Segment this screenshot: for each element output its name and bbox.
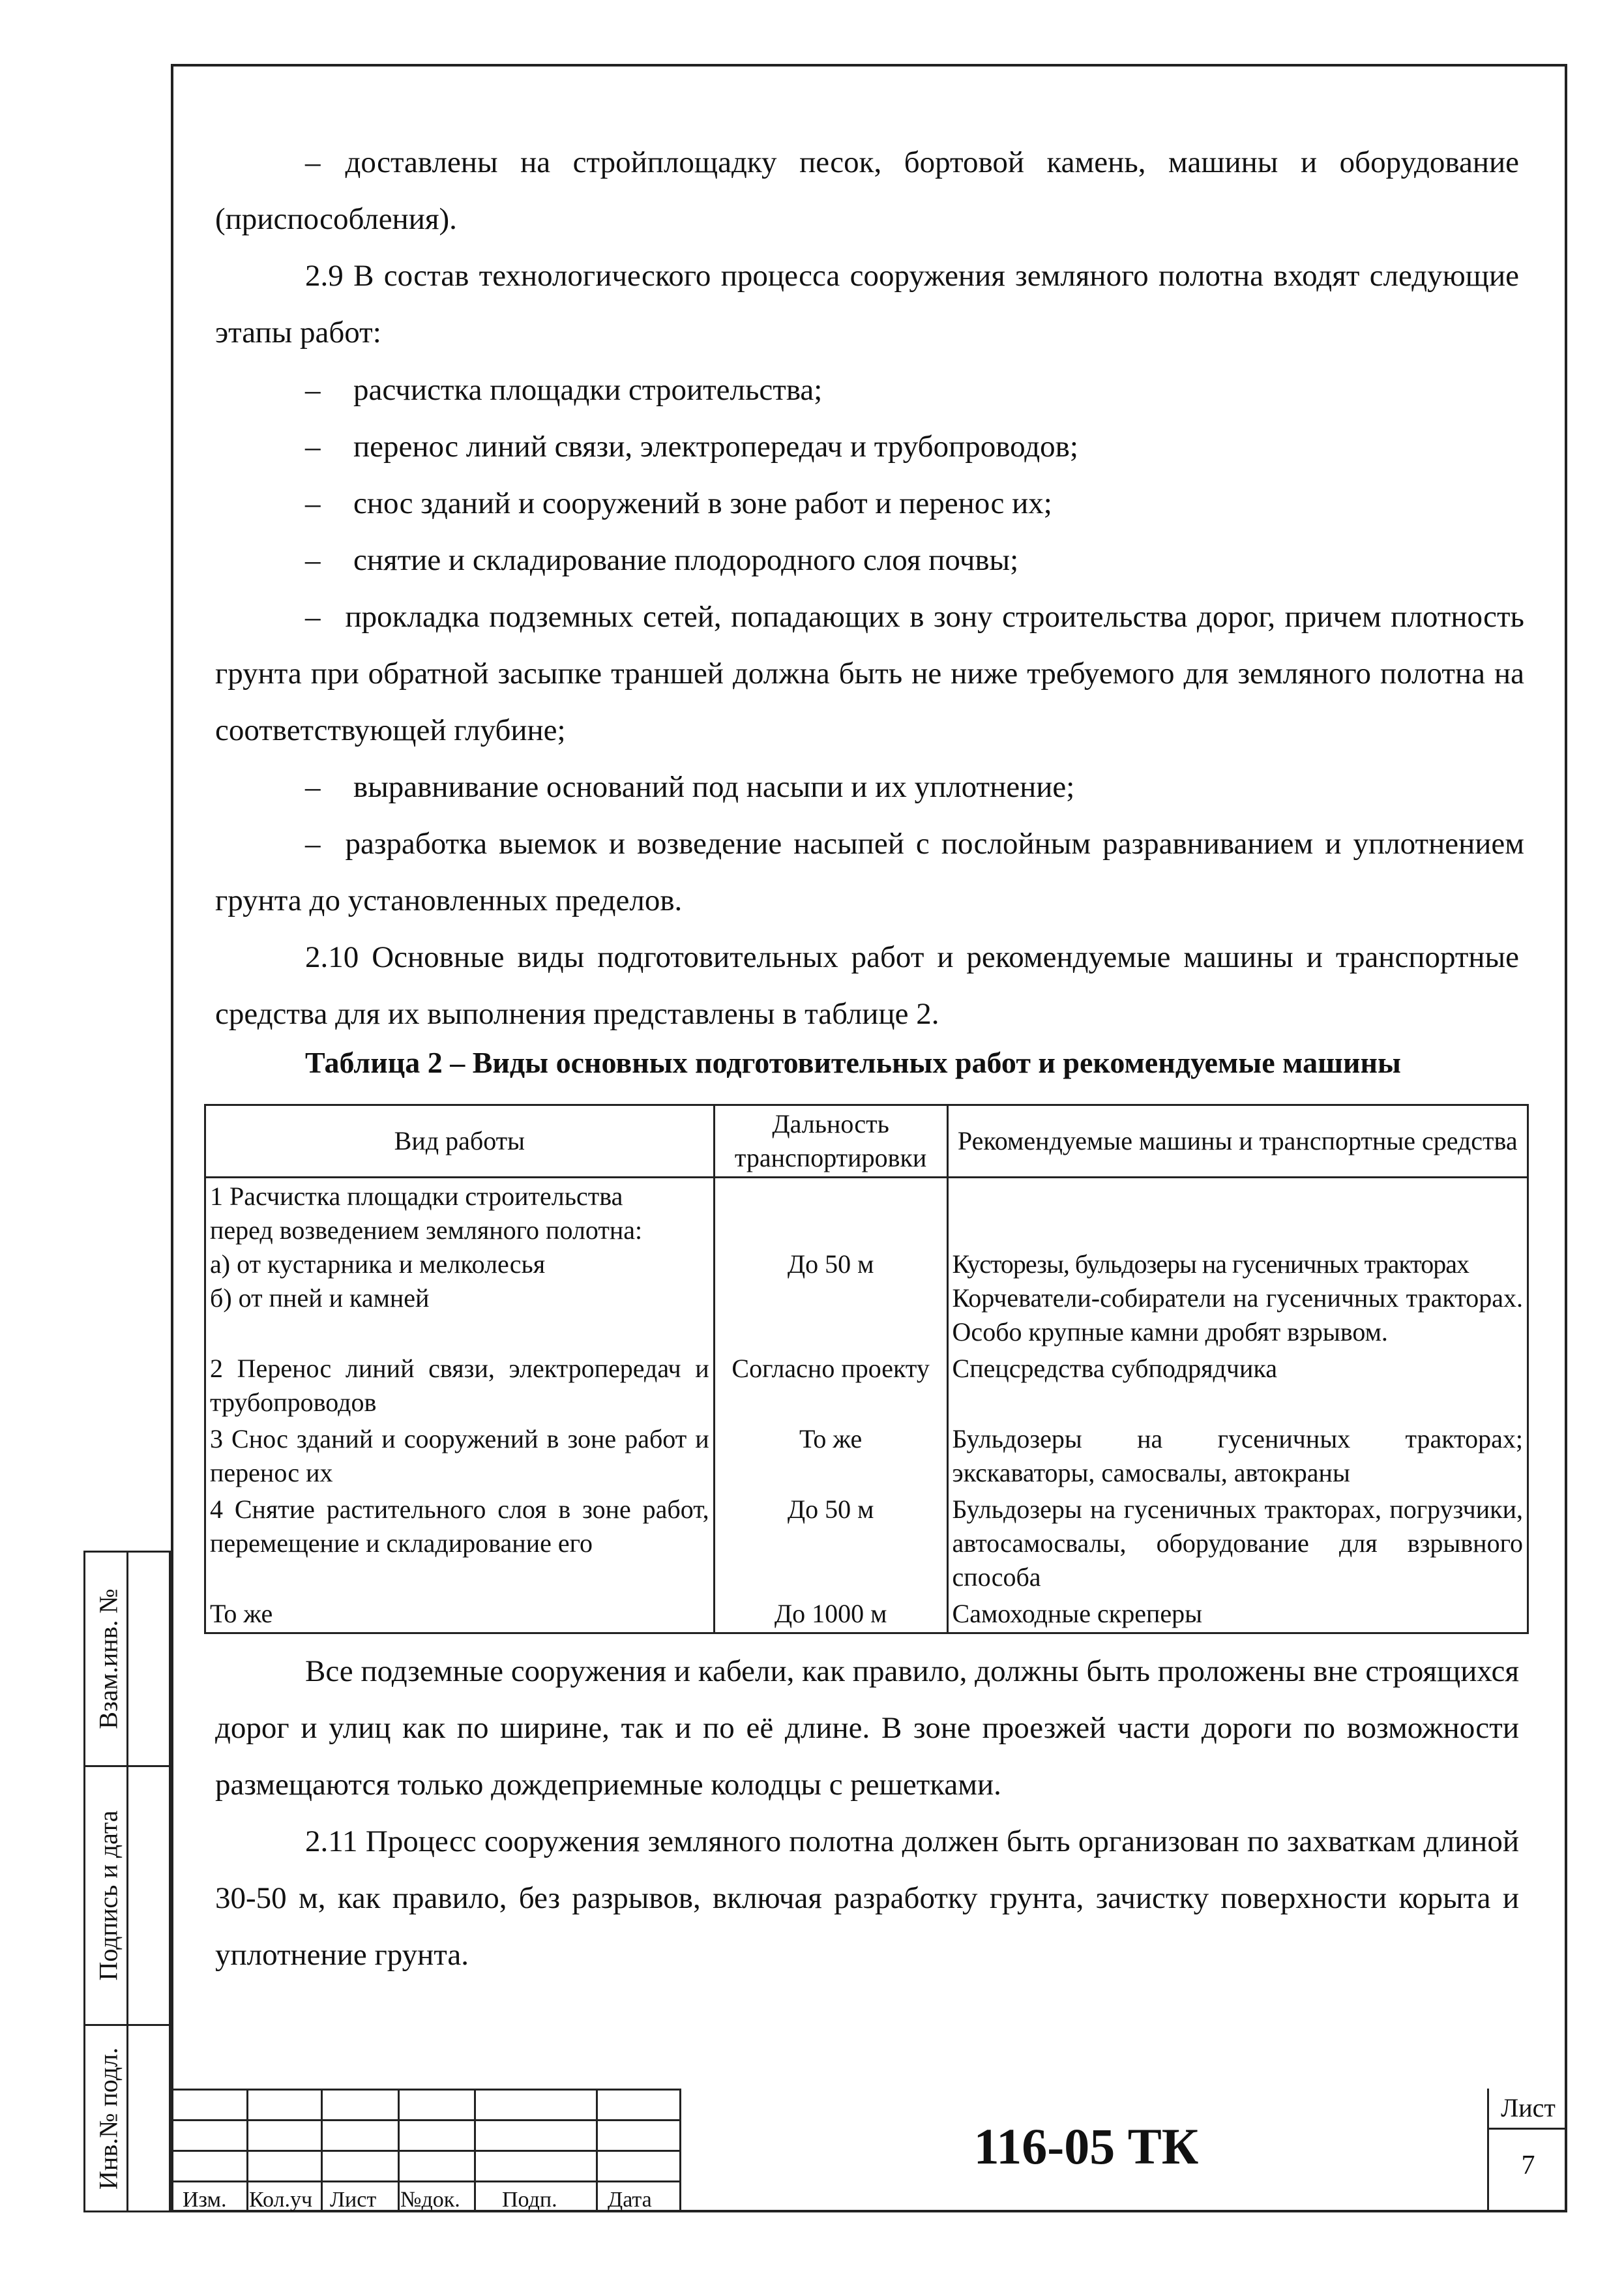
table-cell-distance bbox=[714, 1596, 947, 1633]
sheet-box bbox=[1487, 2089, 1567, 2212]
table-header-cell: Дальность транспортировки bbox=[714, 1105, 947, 1178]
cell-line: То же bbox=[799, 1424, 863, 1453]
bullet-text: разработка выемок и возведение насыпей с послойным разравниванием и уплотнением грунта до установленных пределов. bbox=[215, 827, 1524, 917]
bullet-text: прокладка подземных сетей, попадающих в зону строительства дорог, причем плотность грунта при обратной засыпке траншей должна быть не ниже требуемого для земляного полотна на соответствующей глубине; bbox=[215, 600, 1524, 747]
table-cell-machines bbox=[947, 1421, 1528, 1491]
stamp-label: Подпись и дата bbox=[93, 1810, 123, 1981]
bullet-item bbox=[305, 475, 1524, 532]
cell-line: 1 Расчистка площадки строительства bbox=[210, 1182, 623, 1211]
table-cell-distance bbox=[714, 1491, 947, 1596]
bullet-dash: – bbox=[305, 373, 321, 407]
table-header-cell: Вид работы bbox=[205, 1105, 715, 1178]
table-cell-distance bbox=[714, 1350, 947, 1421]
cell-line: Корчеватели-собиратели на гусеничных тракторах. Особо крупные камни дробят взрывом. bbox=[952, 1283, 1523, 1347]
stamp-original-inventory bbox=[83, 2024, 171, 2212]
stamp-label-box bbox=[89, 1553, 128, 1765]
cell-line: Спецсредства субподрядчика bbox=[952, 1354, 1277, 1383]
bullet-item bbox=[215, 589, 1524, 759]
cell-line: 2 Перенос линий связи, электропередач и трубопроводов bbox=[210, 1354, 709, 1417]
table-cell-distance bbox=[714, 1421, 947, 1491]
bullet-dash: – bbox=[305, 486, 321, 520]
table-caption: Таблица 2 – Виды основных подготовительных работ и рекомендуемые машины bbox=[305, 1046, 1401, 1079]
cell-line: До 50 м bbox=[787, 1249, 874, 1279]
bullet-text: выравнивание оснований под насыпи и их уплотнение; bbox=[353, 770, 1075, 804]
bullet-text: перенос линий связи, электропередач и трубопроводов; bbox=[353, 430, 1078, 464]
table-cell-machines bbox=[947, 1178, 1528, 1351]
document-code: 116-05 ТК bbox=[973, 2118, 1199, 2175]
paragraph-1-text: доставлены на стройплощадку песок, бортовой камень, машины и оборудование (приспособления). bbox=[215, 145, 1519, 236]
table-row bbox=[205, 1491, 1528, 1596]
column-label: №док. bbox=[400, 2188, 460, 2212]
bullet-dash: – bbox=[305, 770, 321, 804]
table-cell-machines bbox=[947, 1596, 1528, 1633]
table-row bbox=[205, 1178, 1528, 1351]
document-code-box bbox=[679, 2089, 1491, 2212]
paragraph-1 bbox=[215, 134, 1519, 248]
bullet-dash: – bbox=[305, 543, 321, 577]
cell-line: То же bbox=[210, 1599, 273, 1628]
cell-line: Бульдозеры на гусеничных тракторах, погрузчики, автосамосвалы, оборудование для взрывного способа bbox=[952, 1495, 1523, 1592]
paragraph-underground: Все подземные сооружения и кабели, как правило, должны быть проложены вне строящихся дорог и улиц как по ширине, так и по её длине. В зоне проезжей части дороги по возможности размещаются только дождеприемные колодцы с решетками. bbox=[215, 1654, 1519, 1802]
bullet-item bbox=[215, 816, 1524, 929]
bullet-item bbox=[305, 759, 1524, 816]
revision-grid bbox=[171, 2089, 679, 2212]
bullet-dash: – bbox=[305, 600, 321, 634]
cell-line: а) от кустарника и мелколесья bbox=[210, 1249, 546, 1279]
cell-line: перед возведением земляного полотна: bbox=[210, 1215, 643, 1245]
title-block bbox=[171, 2089, 1567, 2212]
paragraph-2-10: 2.10 Основные виды подготовительных работ и рекомендуемые машины и транспортные средства для их выполнения представлены в таблице 2. bbox=[215, 940, 1519, 1031]
sheet-label: Лист bbox=[1489, 2089, 1567, 2130]
column-label: Дата bbox=[608, 2188, 652, 2212]
cell-line: Самоходные скреперы bbox=[952, 1599, 1202, 1628]
bullet-item bbox=[305, 532, 1524, 589]
paragraph-2-9: 2.9 В состав технологического процесса сооружения земляного полотна входят следующие этапы работ: bbox=[215, 259, 1519, 350]
cell-line: До 50 м bbox=[787, 1495, 874, 1524]
stamp-label-box bbox=[89, 2026, 128, 2210]
paragraph-2-11: 2.11 Процесс сооружения земляного полотна должен быть организован по захваткам длиной 30-50 м, как правило, без разрывов, включая разработку грунта, зачистку поверхности корыта и уплотнение грунта. bbox=[215, 1824, 1519, 1972]
table-header-cell: Рекомендуемые машины и транспортные средства bbox=[947, 1105, 1528, 1178]
bullet-dash: – bbox=[305, 827, 321, 861]
table-cell-work bbox=[205, 1178, 715, 1351]
stamp-replacement-inventory bbox=[83, 1551, 171, 1767]
stamp-signature-date bbox=[83, 1765, 171, 2026]
column-label: Кол.уч bbox=[249, 2188, 313, 2212]
work-table bbox=[204, 1104, 1529, 1634]
table-cell-distance bbox=[714, 1178, 947, 1351]
bullet-dash: – bbox=[305, 145, 321, 179]
cell-line: 3 Снос зданий и сооружений в зоне работ и перенос их bbox=[210, 1424, 709, 1487]
side-stamp-block bbox=[83, 1551, 171, 2212]
table-cell-work bbox=[205, 1491, 715, 1596]
table-row bbox=[205, 1350, 1528, 1421]
bullet-text: снос зданий и сооружений в зоне работ и перенос их; bbox=[353, 486, 1052, 520]
bullet-text: расчистка площадки строительства; bbox=[353, 373, 823, 407]
table-cell-machines bbox=[947, 1350, 1528, 1421]
stamp-label: Взам.инв. № bbox=[93, 1588, 123, 1729]
table-row bbox=[205, 1596, 1528, 1633]
cell-line: До 1000 м bbox=[774, 1599, 887, 1628]
cell-line: б) от пней и камней bbox=[210, 1283, 430, 1313]
table-cell-work bbox=[205, 1596, 715, 1633]
cell-line: Кусторезы, бульдозеры на гусеничных тракторах bbox=[952, 1249, 1469, 1279]
cell-line: 4 Снятие растительного слоя в зоне работ, перемещение и складирование его bbox=[210, 1495, 709, 1558]
table-row bbox=[205, 1421, 1528, 1491]
column-label: Изм. bbox=[183, 2188, 227, 2212]
column-label: Подп. bbox=[502, 2188, 557, 2212]
cell-line: Согласно проекту bbox=[731, 1354, 930, 1383]
table-cell-machines bbox=[947, 1491, 1528, 1596]
column-label: Лист bbox=[330, 2188, 377, 2212]
bullet-item bbox=[305, 362, 1524, 419]
table-cell-work bbox=[205, 1350, 715, 1421]
sheet-number: 7 bbox=[1521, 2151, 1535, 2180]
bullet-text: снятие и складирование плодородного слоя почвы; bbox=[353, 543, 1019, 577]
table-header-row bbox=[205, 1105, 1528, 1178]
stamp-label: Инв.№ подл. bbox=[93, 2047, 123, 2190]
table-cell-work bbox=[205, 1421, 715, 1491]
bullet-dash: – bbox=[305, 430, 321, 464]
cell-line: Бульдозеры на гусеничных тракторах; экскаваторы, самосвалы, автокраны bbox=[952, 1424, 1523, 1487]
bullet-item bbox=[305, 419, 1524, 475]
stamp-label-box bbox=[89, 1767, 128, 2024]
